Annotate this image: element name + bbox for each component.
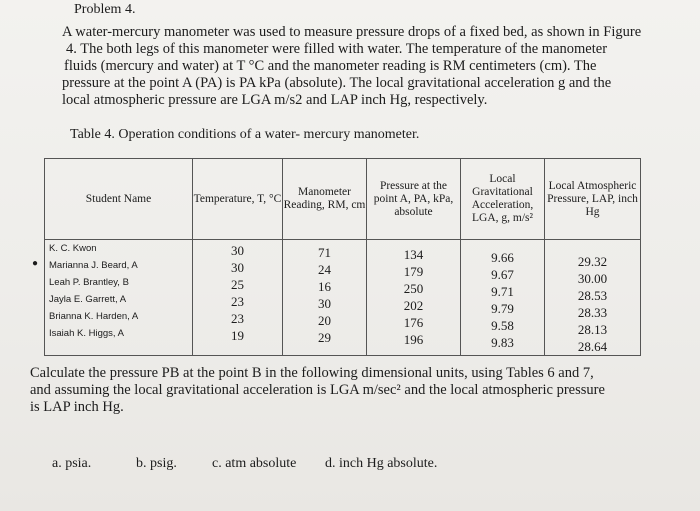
lap-value: 28.53 [577,288,608,303]
pressure-a-value: 179 [403,264,424,279]
table-body-row [45,240,641,356]
lga-value: 9.58 [491,318,514,333]
temperature-column [193,240,283,356]
reading-value: 20 [318,313,331,328]
pressure-a-value: 196 [403,332,424,347]
pressure-a-value: 202 [403,298,424,313]
pressure-a-column [367,240,461,356]
option-d: d. inch Hg absolute. [325,456,438,471]
reading-value: 29 [318,330,331,345]
conditions-table [44,158,641,356]
reading-value: 71 [318,245,331,260]
lga-value: 9.79 [491,301,514,316]
lap-value: 29.32 [577,254,608,269]
reading-column [283,240,367,356]
header-lap: Local Atmospheric Pressure, LAP, inch Hg [545,159,641,240]
student-name: Isaiah K. Higgs, A [49,328,124,339]
reading-value: 16 [318,279,331,294]
table-caption: Table 4. Operation conditions of a water- mercury manometer. [70,127,420,142]
problem-title: Problem 4. [74,2,136,17]
temperature-value: 30 [231,260,244,275]
student-name: Leah P. Brantley, B [49,277,129,288]
pressure-a-value: 176 [403,315,424,330]
lap-column [545,240,641,356]
temperature-value: 30 [231,243,244,258]
reading-value: 30 [318,296,331,311]
option-b: b. psig. [136,456,177,471]
lap-value: 28.64 [577,339,608,354]
problem-line-2: 4. The both legs of this manometer were filled with water. The temperature of the manometer [66,41,608,57]
student-name: K. C. Kwon [49,243,97,254]
student-name: Marianna J. Beard, A [49,260,138,271]
question-line-1: Calculate the pressure PB at the point B in the following dimensional units, using Tables 6 and 7, [30,365,594,381]
problem-line-5: local atmospheric pressure are LGA m/s2 and LAP inch Hg, respectively. [62,92,488,108]
lga-column [461,240,545,356]
student-name-column [45,240,193,356]
question-line-3: is LAP inch Hg. [30,399,124,415]
lap-value: 28.13 [577,322,608,337]
pressure-a-value: 250 [403,281,424,296]
header-reading: Manometer Reading, RM, cm [283,159,367,240]
reading-value: 24 [318,262,331,277]
student-name: Brianna K. Harden, A [49,311,139,322]
question-line-2: and assuming the local gravitational acceleration is LGA m/sec² and the local atmospheric pressure [30,382,605,398]
lga-value: 9.71 [491,284,514,299]
pressure-a-value: 134 [403,247,424,262]
lap-value: 28.33 [577,305,608,320]
temperature-value: 19 [231,328,244,343]
option-c: c. atm absolute [212,456,297,471]
lga-value: 9.66 [491,250,514,265]
student-name: Jayla E. Garrett, A [49,294,127,305]
temperature-value: 25 [231,277,244,292]
option-a: a. psia. [52,456,92,471]
problem-line-3: fluids (mercury and water) at T °C and the manometer reading is RM centimeters (cm). The [64,58,597,74]
lap-value: 30.00 [577,271,608,286]
header-student-name: Student Name [45,159,193,240]
temperature-value: 23 [231,294,244,309]
table-header-row [45,159,641,240]
header-temperature: Temperature, T, °C [193,159,283,240]
problem-line-4: pressure at the point A (PA) is PA kPa (absolute). The local gravitational acceleration g and the [62,75,612,91]
header-pressure-a: Pressure at the point A, PA, kPa, absolute [367,159,461,240]
lga-value: 9.83 [491,335,514,350]
bullet-dot: ● [32,258,39,269]
header-lga: Local Gravitational Acceleration, LGA, g, m/s² [461,159,545,240]
lga-value: 9.67 [491,267,514,282]
problem-line-1: A water-mercury manometer was used to measure pressure drops of a fixed bed, as shown in Figure [62,24,642,40]
temperature-value: 23 [231,311,244,326]
